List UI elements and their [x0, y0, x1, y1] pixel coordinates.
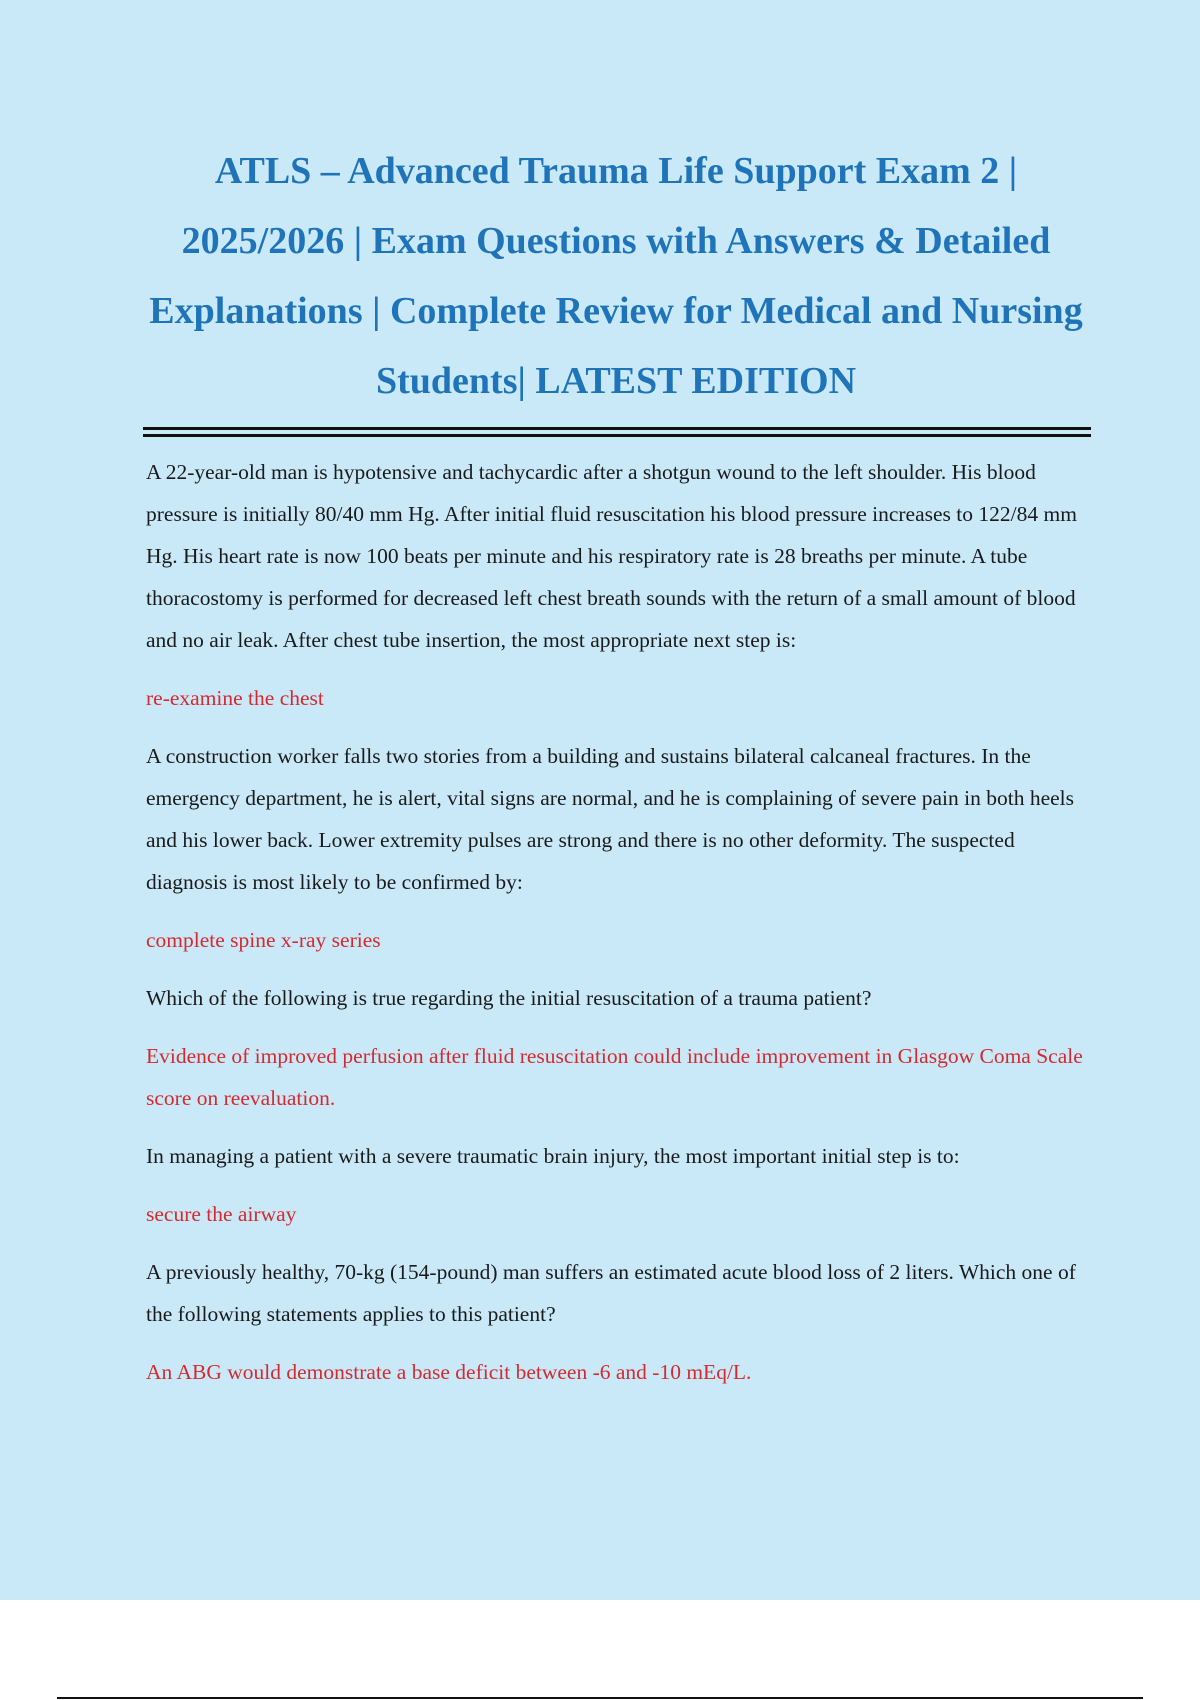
question-5: A previously healthy, 70-kg (154-pound) man suffers an estimated acute blood loss of 2 liters. Which one of the following statements applies to this patient? [146, 1260, 1076, 1326]
question-4: In managing a patient with a severe traumatic brain injury, the most important initial step is to: [146, 1144, 960, 1168]
document-title: ATLS – Advanced Trauma Life Support Exam 2 | 2025/2026 | Exam Questions with Answers & Detailed Explanations | Complete Review for Medical and Nursing Students| LATEST EDITION [149, 150, 1083, 402]
question-3: Which of the following is true regarding the initial resuscitation of a trauma patient? [146, 986, 872, 1010]
answer-1: re-examine the chest [146, 686, 324, 710]
question-1: A 22-year-old man is hypotensive and tachycardic after a shotgun wound to the left shoulder. His blood pressure is initially 80/40 mm Hg. After initial fluid resuscitation his blood pressure increases to 122/84 mm Hg. His heart rate is now 100 beats per minute and his respiratory rate is 28 breaths per minute. A tube thoracostomy is performed for decreased left chest breath sounds with the return of a small amount of blood and no air leak. After chest tube insertion, the most appropriate next step is: [146, 460, 1077, 652]
question-2: A construction worker falls two stories from a building and sustains bilateral calcaneal fractures. In the emergency department, he is alert, vital signs are normal, and he is complaining of severe pain in both heels and his lower back. Lower extremity pulses are strong and there is no other deformity. The suspected diagnosis is most likely to be confirmed by: [146, 744, 1074, 894]
answer-5: An ABG would demonstrate a base deficit between -6 and -10 mEq/L. [146, 1360, 752, 1384]
title-divider-bottom [143, 434, 1091, 437]
answer-4: secure the airway [146, 1202, 297, 1226]
footer-divider [57, 1697, 1143, 1699]
title-divider-top [143, 427, 1091, 430]
answer-3: Evidence of improved perfusion after fluid resuscitation could include improvement in Glasgow Coma Scale score on reevaluation. [146, 1044, 1083, 1110]
answer-2: complete spine x-ray series [146, 928, 381, 952]
qa-content [146, 451, 1096, 1409]
